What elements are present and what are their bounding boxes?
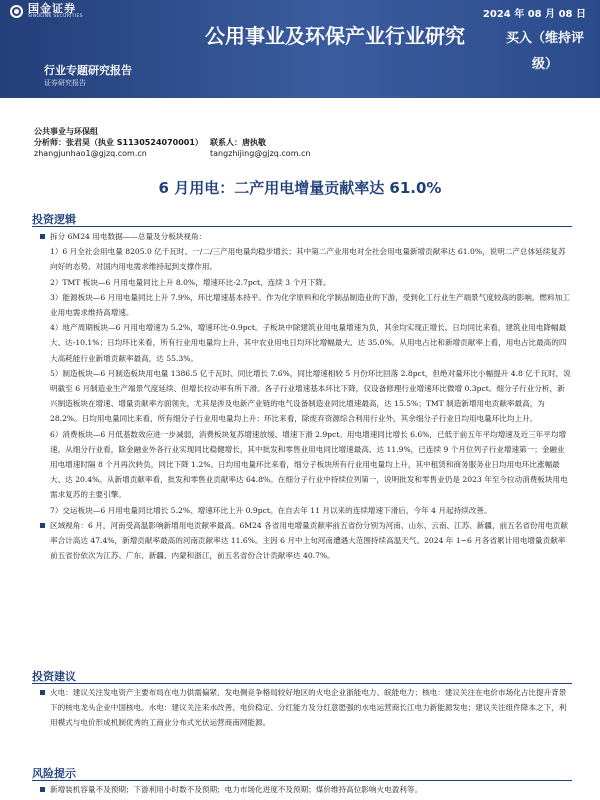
report-title: 公用事业及环保产业行业研究 [205, 24, 465, 48]
analyst-email[interactable]: zhangjunhao1@gjzq.com.cn [34, 149, 147, 158]
brand-logo [10, 2, 140, 20]
report-subtype: 证券研究报告 [44, 79, 86, 87]
analyst-block [34, 126, 574, 159]
square-bullet-icon [40, 690, 45, 695]
report-date: 2024 年 08 月 08 日 [482, 9, 586, 20]
list-item: 3）能源板块—6 月用电量同比上升 7.9%，环比增速基本持平。作为化学原料和化学制品制造业的下游，受到化工行业生产端景气度较高的影响，燃料加工业用电需求维持高增速。 [50, 292, 570, 318]
list-item: 新增装机容量不及预期；下游利用小时数不及预期；电力市场化进度不及预期；煤价维持高位影响火电盈利等。 [32, 782, 572, 797]
section-divider [32, 226, 572, 227]
sector-name: 公共事业与环保组 [34, 127, 98, 136]
report-header [0, 0, 600, 98]
section-heading-risk: 风险提示 [32, 767, 76, 780]
investment-advice-body [32, 685, 572, 731]
analyst-name: 分析师：张君昊（执业 S1130524070001） [34, 138, 203, 147]
list-item: 区域视角：6 月，河南受高温影响新增用电贡献率最高。6M24 各省用电增量贡献率前五省份分别为河南、山东、云南、江苏、新疆，前五名省份用电贡献率合计高达 47.4%，新增贡献率最高的河南贡献率达 11.6%。主因 6 月中上旬河南遭遇大范围持续高温天气。2024 年 1~6 月各省累计用电增量贡献率前五省份依次为江苏、广东、新疆、内蒙和浙江，前五名省份合计贡献率达 40.7%。 [32, 518, 572, 564]
section-divider [32, 780, 572, 781]
list-item: 1）6 月全社会用电量 8205.0 亿千瓦时。一/二/三产用电量均稳步增长；其中第二产业用电对全社会用电量新增贡献率达 61.0%，说明二产总体延续复苏向好的态势、对国内用电需求维持起到支撑作用。 [50, 247, 566, 272]
investment-logic-body [32, 229, 572, 563]
contact-email[interactable]: tangzhijing@gjzq.com.cn [210, 149, 311, 158]
section-heading-logic: 投资逻辑 [32, 213, 76, 226]
article-title: 6 月用电：二产用电增量贡献率达 61.0% [158, 179, 442, 197]
brand-name-en: SINOLINK SECURITIES [28, 13, 83, 19]
square-bullet-icon [40, 787, 45, 792]
list-item: 4）地产周期板块—6 月用电增速为 5.2%，增速环比-0.9pct。子板块中除建筑业用电量增速为负，其余均实现正增长。日均同比来看，建筑业用电降幅最大、达-10.1%；日均环比来看，所有行业用电量均上升，其中农业用电日均环比增幅最大、达 35.0%。从用电占比和新增贡献率上看，用电占比最高的四大高耗能行业新增贡献率最高，达 55.3%。 [50, 323, 567, 363]
rating-badge: 买入（维持评级） [505, 31, 584, 72]
square-bullet-icon [40, 523, 45, 528]
section-heading-advice: 投资建议 [32, 670, 76, 683]
list-item: 6）消费板块—6 月低基数效应进一步减弱，消费板块复苏增速放缓、增速下滑 2.9pct。用电增速同比增长 6.6%，已低于前五年平均增速及近三年平均增速。从细分行业看，除金融业外各行业实现同比稳健增长，其中批发和零售业用电同比增速最高、达 11.9%，已连续 9 个月位列子行业增速第一；金融业用电增速时隔 8 个月再次转负，同比下降 1.2%。日均用电量环比来看，细分子板块所有行业用电量均上升，其中租赁和商务服务业日均用电环比涨幅最大、达 20.4%。从新增贡献率看，批发和零售业贡献率达 64.8%。在细分子行业中持续位列第一，说明批发和零售业仍是 2023 年至今拉动消费板块用电需求复苏的主要引擎。 [50, 429, 568, 500]
list-item: 5）制造板块—6 月制造板块用电量 1386.5 亿千瓦时、同比增长 7.6%，同比增速相较 5 月份环比回落 2.8pct，但绝对量环比小幅提升 4.8 亿千瓦时，说明截至 6 月制造业生产端景气度延续、但增长拉动率有所下滑。各子行业增速基本环比下降，仅设备修理行业增速环比微增 0.3pct。细分子行业分析，新兴制造板块在增速、增量贡献率方面领先，尤其是涉及电新产业链的电气设备制造业同比增速最高，达 15.5%；TMT 制造新增用电贡献率最高，为 28.2%。日均用电量同比来看，所有细分子行业用电量均上升；环比来看，除废弃资源综合利用行业外，其余细分子行业日均用电量环比均上升。 [50, 368, 571, 424]
square-bullet-icon [40, 234, 45, 239]
risk-body [32, 782, 572, 797]
brand-logo-icon [10, 5, 23, 18]
report-type: 行业专题研究报告 [44, 64, 132, 77]
brand-name-cn: 国金证券 [28, 1, 76, 15]
list-item: 拆分 6M24 用电数据——总量及分板块视角： [32, 229, 572, 244]
section-divider [32, 683, 572, 684]
contact-name: 联系人：唐执敬 [210, 138, 266, 147]
list-item: 2）TMT 板块—6 月用电量同比上升 8.0%，增速环比-2.7pct、连续 3 个月下降。 [50, 277, 331, 287]
list-item: 火电：建议关注发电资产主要布局在电力供需偏紧、发电侧竞争格局较好地区的火电企业浙能电力、皖能电力；核电：建议关注在电价市场化占比提升背景下的核电龙头企业中国核电。水电：建议关注来水改善、电价稳定、分红能力及分红意愿强的水电运营商长江电力新能源发电；建议关注组件降本之下，利用模式与电价形成机制优秀的工商业分布式光伏运营商南网能源。 [32, 685, 572, 731]
list-item: 7）交运板块—6 月用电量同比增长 5.2%、增速环比上升 0.9pct。在自去年 11 月以来的连续增速下滑后，今年 4 月起持续改善。 [50, 505, 492, 515]
